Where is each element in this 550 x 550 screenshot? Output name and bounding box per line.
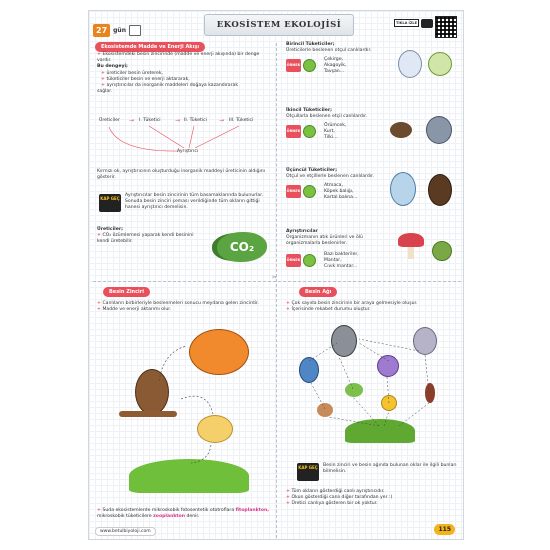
eagle-illustration <box>428 174 452 206</box>
rabbit-illustration <box>398 50 422 78</box>
mushroom-illustration <box>398 233 424 247</box>
scissors-icon: ✂ <box>272 274 278 281</box>
page-title: EKOSİSTEM EKOLOJİSİ <box>204 14 354 36</box>
chain-node-producers: Üreticiler <box>99 118 120 123</box>
example-list: Bazı bakteriler, Mantar, Cıvık mantar... <box>324 252 359 270</box>
kapgec-text: Besin zinciri ve besin ağında bulunan oklar ile ilgili bunları bilmelisin. <box>323 463 457 475</box>
grasshopper-illustration <box>428 52 452 76</box>
chain-arrow: → <box>175 117 181 124</box>
chain-arrow: → <box>129 117 135 124</box>
ornek-badge: ÖRNEK <box>286 59 301 72</box>
group-title: Üçüncül Tüketiciler; <box>286 168 338 173</box>
food-web-notes: + Tüm okların gösterdiği canlı ayrıştırıcıdır. + Okun gösterdiği canlı diğer tarafından yer :) + Üretici canlıya gösteren bir ok yoktur. <box>286 489 462 508</box>
calendar-icon <box>129 25 141 36</box>
shark-illustration <box>390 172 416 206</box>
worksheet-page <box>88 10 464 540</box>
section-title-besin-agi: Besin Ağı <box>299 287 337 297</box>
day-counter <box>93 22 141 38</box>
ornek-badge: ÖRNEK <box>286 125 301 138</box>
kapgec-badge: KAP GEÇ <box>99 194 121 212</box>
energy-chain-diagram <box>99 117 275 161</box>
leaf-icon <box>303 59 316 72</box>
wolf-illustration <box>426 116 452 144</box>
horizontal-divider <box>93 281 461 282</box>
example-list: Örümcek, Kurt, Tilki... <box>324 123 347 141</box>
group-desc: Otçullarla beslenen etçil canlılardır. <box>286 114 367 120</box>
decomposer-group <box>286 229 462 270</box>
food-chain-arrows <box>89 311 275 501</box>
chain-node-consumer-2: II. Tüketici <box>184 118 207 123</box>
chain-node-decomposer: Ayrıştırıcı <box>177 149 199 154</box>
chain-node-consumer-3: III. Tüketici <box>229 118 254 123</box>
day-number: 27 <box>93 24 110 37</box>
example-list: Çekirge, Akagoyik, Tavşan... <box>324 57 347 75</box>
group-title: İkincil Tüketiciler; <box>286 108 332 113</box>
food-chain-bullets: + Canlıların birbirleriyle beslenmeleri sonucu meydana gelen zincirdir. + Madde ve enerji aktarımı olur. <box>97 301 273 313</box>
producers-block: Üreticiler; + CO₂ özümlemesi yaparak kendi besinini kendi üretebilir. <box>97 227 207 246</box>
example-list: Atmaca, Köpek balığı, Kartal balına... <box>324 183 358 201</box>
section-title-madde-enerji: Ekosistemde Madde ve Enerji Akışı <box>95 42 205 52</box>
food-web-illustration <box>289 321 459 451</box>
group-desc: Organizmanın atık ürünleri ve ölü organizmalarla beslenirler. <box>286 235 363 247</box>
consumer-group-1 <box>286 42 462 75</box>
kapgec-badge: KAP GEÇ <box>297 463 319 481</box>
leaf-icon <box>303 125 316 138</box>
spider-illustration <box>390 122 412 138</box>
qr-code-icon[interactable] <box>435 16 457 38</box>
website-link[interactable]: www.betulbiyoloji.com <box>95 527 156 536</box>
section-title-besin-zinciri: Besin Zinciri <box>103 287 150 297</box>
intro-text: + Ekosistemdeki besin zincirinde (madde ve enerji akışında) bir denge vardır. Bu dengeyi; + üreticiler besin üreterek, + tüketiciler besin ve enerji aktararak, + ayrıştırıcılar da inorganik maddeleri doğaya kazandırarak sağlar. <box>97 52 273 95</box>
chain-arrow: → <box>219 117 225 124</box>
group-desc: Otçul ve etçillerle beslenen canlılardır. <box>286 174 375 180</box>
leaf-icon <box>303 254 316 267</box>
leaf-icon <box>303 185 316 198</box>
video-label[interactable]: TIKLA İZLE <box>395 21 417 25</box>
co2-cloud-illustration: CO₂ <box>217 232 267 262</box>
ornek-badge: ÖRNEK <box>286 185 301 198</box>
mushroom-stem <box>408 247 414 259</box>
red-arrow-explanation: Kırmızı ok, ayrıştırıcının oluşturduğu inorganik maddeyi üreticinin aldığını gösterir. <box>97 169 265 181</box>
ornek-badge: ÖRNEK <box>286 254 301 267</box>
group-desc: Üreticilerle beslenen otçul canlılardır. <box>286 48 372 54</box>
video-icon[interactable] <box>421 19 433 28</box>
consumer-group-2 <box>286 108 462 141</box>
kapgec-text: Ayrıştırıcılar besin zincirinin tüm basamaklarında bulunurlar. Sonuda besin zinciri şeması verildiğinde tüm okların gittiği hanesi ayrıştırıcı demelisin. <box>125 193 264 211</box>
vertical-divider <box>276 43 277 538</box>
food-web-bullets: + Çok sayıda besin zincirinin bir araya gelmesiyle oluşur. + İçerisinde rekabet durumu oluştur. <box>286 301 462 313</box>
chain-node-consumer-1: I. Tüketici <box>139 118 161 123</box>
day-label: gün <box>113 26 126 34</box>
plankton-note: + Suda ekosistemlerde mikroskobik fotosentetik ototroflara fitoplankton, mikroskobik tüketicilere zooplankton denir. <box>97 508 273 520</box>
page-number: 115 <box>434 524 455 535</box>
consumer-group-3 <box>286 168 462 201</box>
food-web-arrows <box>289 321 459 451</box>
group-title: Ayrıştırıcılar <box>286 229 318 234</box>
bacteria-illustration <box>432 241 452 261</box>
group-title: Birincil Tüketiciler; <box>286 42 335 47</box>
